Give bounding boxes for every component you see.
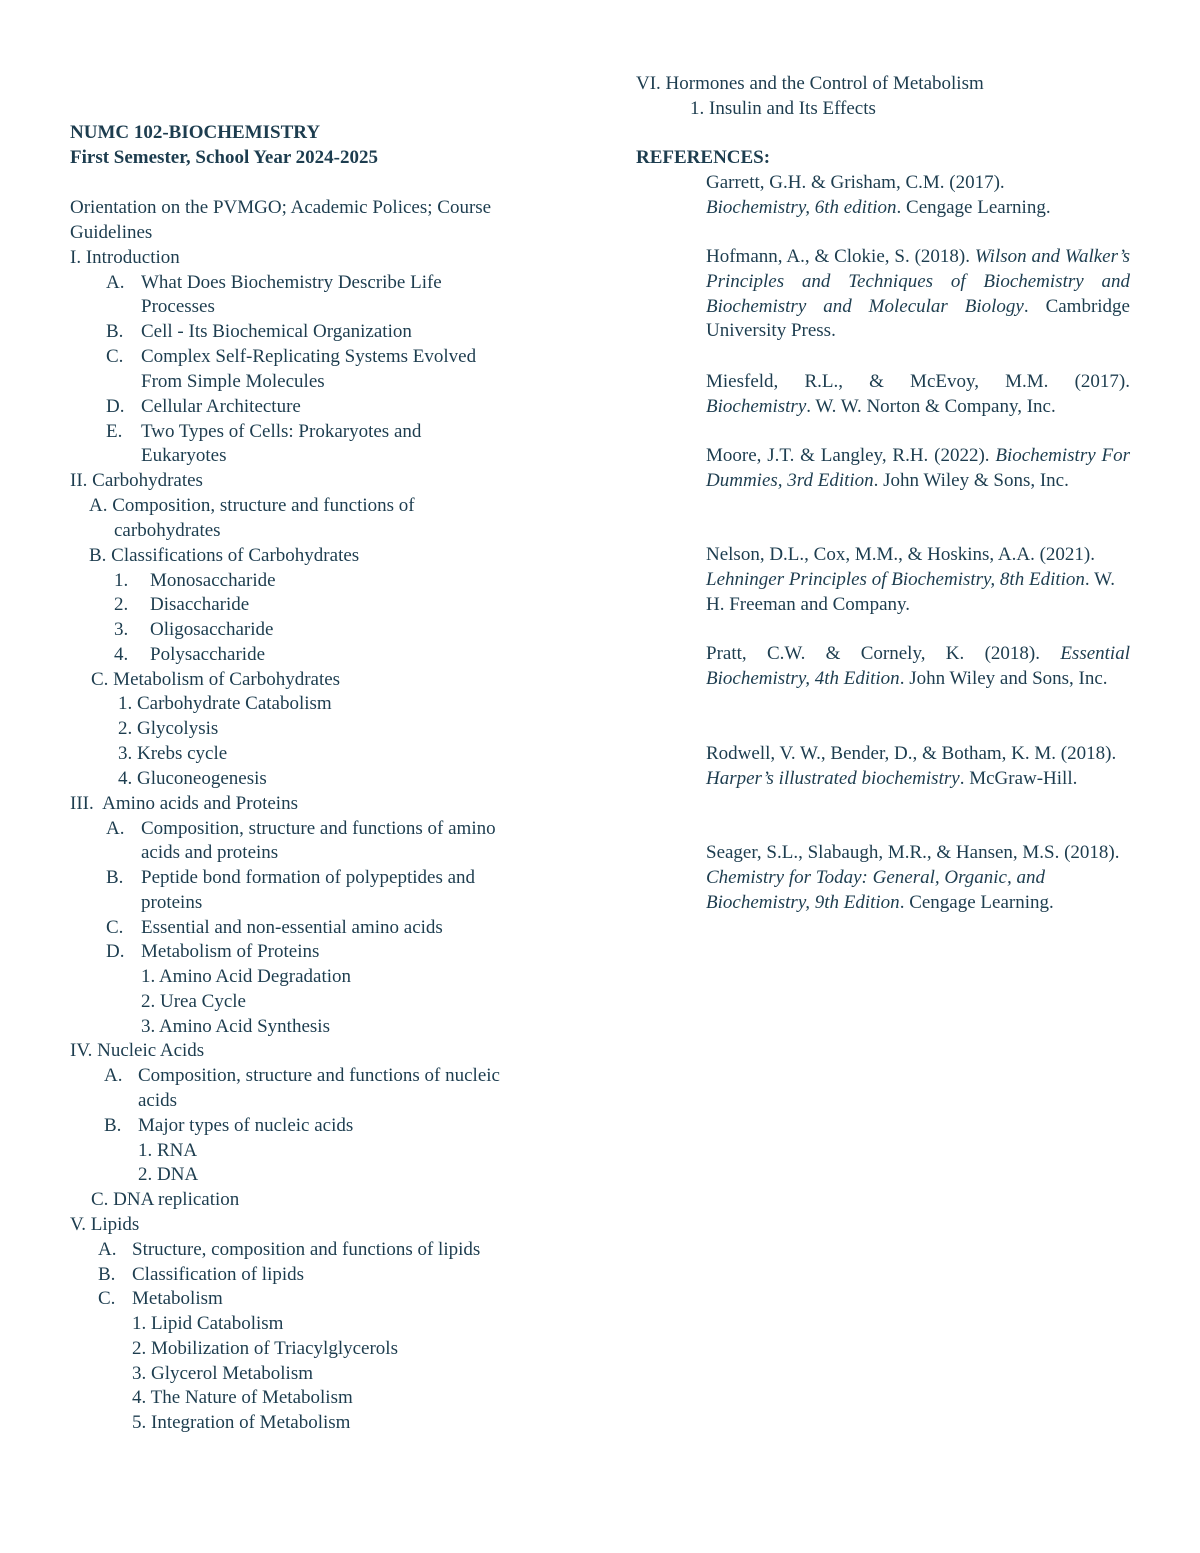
- reference-publisher: . W. H. Freeman and Company.: [706, 568, 1116, 615]
- list-item: 2. Glycolysis: [118, 718, 219, 739]
- list-item: 1. Amino Acid Degradation: [141, 966, 352, 987]
- section-heading-introduction: I. Introduction: [70, 247, 180, 268]
- list-item: Classification of lipids: [132, 1264, 305, 1285]
- section-heading-lipids: V. Lipids: [70, 1214, 140, 1235]
- list-marker: A.: [106, 272, 125, 293]
- list-marker: 2.: [114, 594, 129, 615]
- reference-entry: [706, 543, 1130, 617]
- reference-title: Biochemistry For Dummies, 3rd Edition: [706, 445, 1130, 491]
- list-item: Composition, structure and functions of nucleic: [138, 1065, 500, 1086]
- list-marker: B.: [106, 321, 124, 342]
- list-item: 1. RNA: [138, 1140, 198, 1161]
- list-item: 2. Urea Cycle: [141, 991, 246, 1012]
- list-item: Complex Self-Replicating Systems Evolved: [141, 346, 477, 367]
- orientation-line-2: Guidelines: [70, 222, 153, 243]
- list-item: 1. Carbohydrate Catabolism: [118, 693, 332, 714]
- list-item: 1. Insulin and Its Effects: [690, 98, 876, 119]
- list-item: C. DNA replication: [91, 1189, 240, 1210]
- list-marker: D.: [106, 396, 125, 417]
- reference-publisher: . W. W. Norton & Company, Inc.: [806, 395, 1056, 417]
- list-item-continuation: proteins: [141, 892, 203, 913]
- reference-publisher: . Cambridge University Press.: [706, 295, 1130, 342]
- list-item-continuation: acids: [138, 1090, 178, 1111]
- list-marker: A.: [106, 818, 125, 839]
- reference-entry: [706, 742, 1130, 792]
- list-marker: C.: [106, 917, 124, 938]
- reference-publisher: . McGraw-Hill.: [959, 767, 1078, 789]
- list-item-continuation: carbohydrates: [114, 520, 221, 541]
- list-marker: B.: [98, 1264, 116, 1285]
- section-heading-amino-acids: III. Amino acids and Proteins: [70, 793, 298, 814]
- reference-publisher: . Cengage Learning.: [899, 891, 1054, 913]
- reference-title: Wilson and Walker’s Principles and Techniques of Biochemistry and Biochemistry and Molecular Biology: [706, 246, 1130, 317]
- list-marker: C.: [106, 346, 124, 367]
- reference-publisher: . Cengage Learning.: [896, 196, 1051, 218]
- reference-authors: Nelson, D.L., Cox, M.M., & Hoskins, A.A. (2021).: [706, 544, 1095, 565]
- reference-authors: Moore, J.T. & Langley, R.H. (2022).: [706, 445, 996, 466]
- list-marker: E.: [106, 421, 123, 442]
- list-item: Disaccharide: [150, 594, 250, 615]
- references-heading: REFERENCES:: [636, 147, 771, 168]
- reference-title: Harper’s illustrated biochemistry: [706, 767, 960, 789]
- reference-authors: Rodwell, V. W., Bender, D., & Botham, K. M. (2018).: [706, 743, 1117, 764]
- orientation-line-1: Orientation on the PVMGO; Academic Polices; Course: [70, 197, 492, 218]
- section-heading-carbohydrates: II. Carbohydrates: [70, 470, 203, 491]
- list-marker: B.: [104, 1115, 122, 1136]
- list-marker: 4.: [114, 644, 129, 665]
- reference-entry: [706, 642, 1130, 692]
- list-item: Monosaccharide: [150, 570, 276, 591]
- reference-title: Biochemistry, 6th edition: [706, 196, 897, 218]
- reference-authors: Miesfeld, R.L., & McEvoy, M.M. (2017).: [706, 371, 1130, 392]
- list-item: What Does Biochemistry Describe Life: [141, 272, 442, 293]
- list-marker: A.: [104, 1065, 123, 1086]
- list-item: Cell - Its Biochemical Organization: [141, 321, 412, 342]
- list-item: 3. Amino Acid Synthesis: [141, 1016, 330, 1037]
- list-item: Major types of nucleic acids: [138, 1115, 354, 1136]
- reference-authors: Garrett, G.H. & Grisham, C.M. (2017).: [706, 172, 1005, 193]
- list-item-continuation: From Simple Molecules: [141, 371, 325, 392]
- list-item: 2. Mobilization of Triacylglycerols: [132, 1338, 398, 1359]
- reference-entry: [706, 370, 1130, 420]
- reference-authors: Hofmann, A., & Clokie, S. (2018).: [706, 246, 975, 267]
- list-item-continuation: Processes: [141, 296, 215, 317]
- reference-publisher: . John Wiley & Sons, Inc.: [873, 469, 1069, 491]
- list-marker: D.: [106, 941, 125, 962]
- course-title: NUMC 102-BIOCHEMISTRY: [70, 122, 321, 143]
- list-item: Structure, composition and functions of lipids: [132, 1239, 481, 1260]
- list-item: 2. DNA: [138, 1164, 199, 1185]
- reference-entry: [706, 841, 1130, 915]
- list-item: Metabolism of Proteins: [141, 941, 320, 962]
- list-item: 4. The Nature of Metabolism: [132, 1387, 353, 1408]
- list-item: 3. Glycerol Metabolism: [132, 1363, 313, 1384]
- reference-entry: [706, 444, 1130, 494]
- list-item: Essential and non-essential amino acids: [141, 917, 443, 938]
- reference-entry: [706, 245, 1130, 344]
- list-item: B. Classifications of Carbohydrates: [89, 545, 360, 566]
- list-item: 3. Krebs cycle: [118, 743, 228, 764]
- list-item: A. Composition, structure and functions of: [89, 495, 415, 516]
- reference-title: Lehninger Principles of Biochemistry, 8th Edition: [706, 568, 1085, 590]
- list-item: Oligosaccharide: [150, 619, 274, 640]
- reference-authors: Pratt, C.W. & Cornely, K. (2018).: [706, 643, 1061, 664]
- list-item: Two Types of Cells: Prokaryotes and: [141, 421, 422, 442]
- list-marker: 1.: [114, 570, 129, 591]
- reference-title: Essential Biochemistry, 4th Edition: [706, 643, 1130, 689]
- reference-publisher: . John Wiley and Sons, Inc.: [899, 667, 1108, 689]
- reference-authors: Seager, S.L., Slabaugh, M.R., & Hansen, M.S. (2018).: [706, 842, 1120, 863]
- list-marker: B.: [106, 867, 124, 888]
- list-item: 1. Lipid Catabolism: [132, 1313, 284, 1334]
- list-item-continuation: Eukaryotes: [141, 445, 227, 466]
- reference-title: Chemistry for Today: General, Organic, and Biochemistry, 9th Edition: [706, 866, 1045, 913]
- section-heading-nucleic-acids: IV. Nucleic Acids: [70, 1040, 205, 1061]
- list-item-continuation: acids and proteins: [141, 842, 279, 863]
- list-marker: 3.: [114, 619, 129, 640]
- reference-entry: [706, 171, 1130, 221]
- list-item: C. Metabolism of Carbohydrates: [91, 669, 341, 690]
- list-marker: A.: [98, 1239, 117, 1260]
- list-item: 4. Gluconeogenesis: [118, 768, 267, 789]
- list-marker: C.: [98, 1288, 116, 1309]
- list-item: Cellular Architecture: [141, 396, 301, 417]
- reference-title: Biochemistry: [706, 395, 807, 417]
- list-item: Composition, structure and functions of amino: [141, 818, 496, 839]
- list-item: 5. Integration of Metabolism: [132, 1412, 351, 1433]
- list-item: Peptide bond formation of polypeptides and: [141, 867, 476, 888]
- semester-line: First Semester, School Year 2024-2025: [70, 147, 378, 168]
- list-item: Polysaccharide: [150, 644, 266, 665]
- section-heading-hormones: VI. Hormones and the Control of Metabolism: [636, 73, 984, 94]
- list-item: Metabolism: [132, 1288, 223, 1309]
